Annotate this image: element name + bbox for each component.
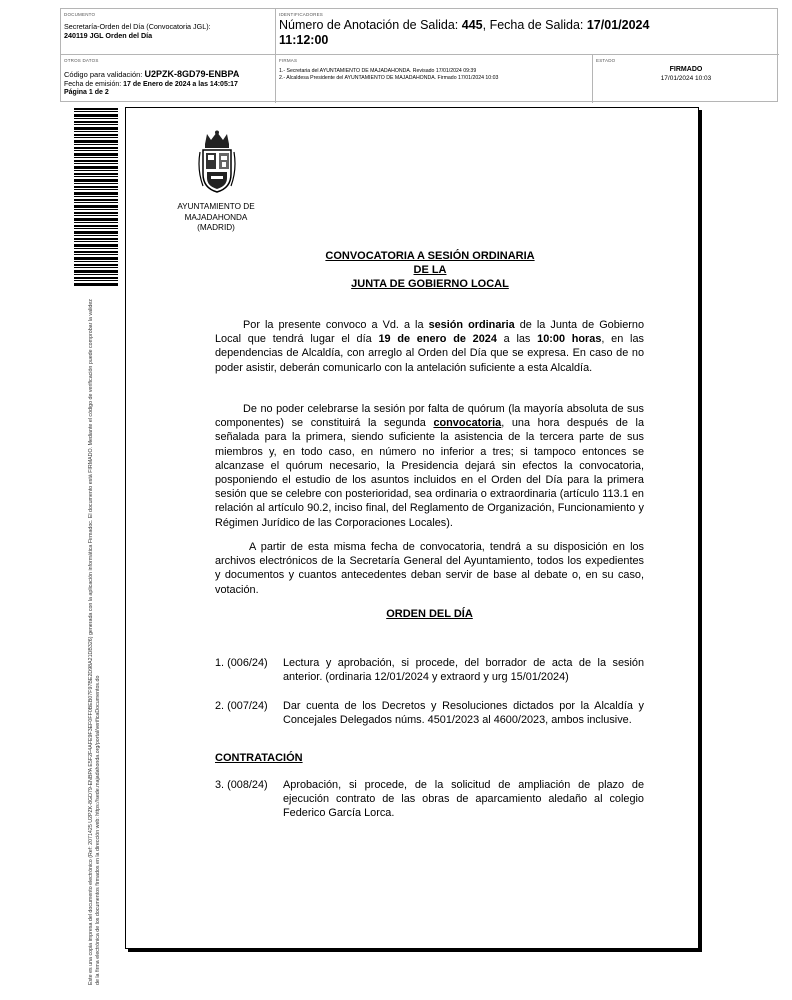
- entity-line3: (MADRID): [197, 223, 235, 232]
- agenda-item: [215, 656, 644, 684]
- fecha-emision-value: 17 de Enero de 2024 a las 14:05:17: [123, 81, 238, 88]
- document-header-table: [60, 8, 778, 102]
- identificadores-label: IDENTIFICADORES: [279, 12, 324, 17]
- title-line1: CONVOCATORIA A SESIÓN ORDINARIA: [325, 250, 535, 262]
- codigo-validacion: [64, 69, 239, 79]
- firma-2: 2.- Alcaldesa Presidente del AYUNTAMIENTO DE MAJADAHONDA. Firmado 17/01/2024 10:03: [279, 75, 499, 81]
- agenda-item-number: 1. (006/24): [215, 657, 268, 669]
- agenda-item: [215, 699, 644, 727]
- p1-text-g: , en las dependencias de Alcaldía, con arreglo al Orden del Día que se expresa. En caso de no poder asistir, deberán comunicarlo con la antelación suficiente a esta Alcaldía.: [215, 333, 644, 374]
- agenda-item-text: Lectura y aprobación, si procede, del borrador de acta de la sesión anterior. (ordinaria 12/01/2024 y extraord y urg 15/01/2024): [283, 657, 644, 684]
- anotacion-number: 445: [461, 18, 483, 32]
- document-title: [240, 249, 620, 291]
- anotacion-time: 11:12:00: [279, 33, 329, 47]
- section-contratacion: CONTRATACIÓN: [215, 752, 303, 764]
- paragraph-archivos: [215, 540, 644, 597]
- p2-text-c: , una hora después de la señalada para la primera, siendo suficiente la asistencia de la tercera parte de sus miembros y, en todo caso, en número no inferior a tres; si tampoco entonces se alcanzase el quórum necesario, la Presidencia dejará sin efectos la convocatoria, posponiendo el estudio de los asuntos incluidos en el Orden del Día para la primera sesión que se celebre con posterioridad, sea ordinaria o extraordinaria (artículo 113.1 en relación al artículo 90.2, inciso final, del Reglamento de Organización, Funcionamiento y Régimen Jurídico de las Corporaciones Locales).: [215, 417, 645, 529]
- firmas-label: FIRMAS: [279, 58, 298, 63]
- otros-label: OTROS DATOS: [64, 58, 99, 63]
- verification-side-text: Este es una copia impresa del documento electrónico (Ref: 2071425 U2PZK-8GD79-ENBPA E5F2F4AFE9F3EF0FF0BEB07F97BE2D98A21DB326) generada con la aplicación informática Firmadoc. El documento está FIRMADO. Mediante el código de verificación puede comprobar la validez de la firma electrónica de los documentos firmados en la dirección web: https://sede.majadahonda.org/portal/verificaDocumentos.do: [88, 299, 101, 985]
- title-line2: DE LA: [413, 264, 447, 276]
- paragraph-quorum: [215, 402, 644, 530]
- p2-bold-convocatoria: convocatoria: [433, 417, 502, 430]
- title-line3: JUNTA DE GOBIERNO LOCAL: [351, 278, 509, 290]
- anotacion-prefix: Número de Anotación de Salida:: [279, 18, 462, 32]
- fecha-emision: [64, 81, 238, 88]
- entity-line1: AYUNTAMIENTO DE: [177, 202, 255, 211]
- anotacion-mid: , Fecha de Salida:: [482, 18, 587, 32]
- fecha-emision-prefix: Fecha de emisión:: [64, 81, 124, 88]
- p3-text: A partir de esta misma fecha de convocatoria, tendrá a su disposición en los archivos electrónicos de la Secretaría General del Ayuntamiento, todos los expedientes y documentos y cuantos antecedentes deban servir de base al debate o, en su caso, votación.: [215, 541, 644, 596]
- p1-text-a: Por la presente convoco a Vd. a la: [243, 319, 429, 331]
- orden-del-dia-heading: ORDEN DEL DÍA: [386, 608, 473, 620]
- codigo-prefix: Código para validación:: [64, 70, 145, 79]
- anotacion-salida: [279, 18, 774, 48]
- firma-1: 1.- Secretaria del AYUNTAMIENTO DE MAJADAHONDA. Revisado 17/01/2024 09:39: [279, 68, 477, 74]
- agenda-item: [215, 778, 644, 821]
- p1-text-e: a las: [496, 333, 538, 346]
- agenda-item-number: 2. (007/24): [215, 700, 268, 712]
- entity-line2: MAJADAHONDA: [184, 212, 248, 222]
- otros-datos-cell: [61, 55, 276, 103]
- documento-cell: [61, 9, 276, 55]
- p1-bold-sesion: sesión ordinaria: [428, 319, 515, 331]
- identificadores-cell: [276, 9, 779, 55]
- estado-date: 17/01/2024 10:03: [660, 75, 712, 82]
- p2-text-a: De no poder celebrarse la sesión por falta de quórum (la mayoría absoluta de sus componentes) se constituirá la segunda: [215, 403, 644, 430]
- entity-name: [160, 202, 272, 234]
- documento-line2: 240119 JGL Orden del Día: [64, 31, 153, 40]
- agenda-item-text: Aprobación, si procede, de la solicitud de ampliación de plazo de ejecución contrato de las obras de aparcamiento aledaño al colegio Federico García Lorca.: [283, 779, 644, 820]
- estado-cell: [593, 55, 779, 103]
- paragraph-convocatoria: [215, 318, 644, 375]
- page-indicator: Página 1 de 2: [64, 89, 109, 96]
- coat-of-arms-icon: [197, 130, 237, 196]
- p1-bold-time: 10:00 horas: [537, 333, 602, 346]
- anotacion-date: 17/01/2024: [586, 18, 650, 32]
- firmas-cell: [276, 55, 593, 103]
- p1-text-c: de la Junta de Gobierno Local que tendrá lugar el día: [215, 319, 645, 346]
- barcode: [74, 108, 118, 286]
- estado-label: ESTADO: [596, 58, 616, 63]
- p1-bold-date: 19 de enero de 2024: [378, 333, 497, 346]
- codigo-value: U2PZK-8GD79-ENBPA: [144, 69, 240, 79]
- estado-value: FIRMADO: [669, 66, 703, 73]
- agenda-item-number: 3. (008/24): [215, 779, 268, 791]
- documento-line1: Secretaría-Orden del Día (Convocatoria JGL):: [64, 22, 211, 31]
- agenda-item-text: Dar cuenta de los Decretos y Resoluciones dictados por la Alcaldía y Concejales Delegados núms. 4501/2023 al 4600/2023, ambos inclusive.: [283, 700, 644, 727]
- documento-label: DOCUMENTO: [64, 12, 96, 17]
